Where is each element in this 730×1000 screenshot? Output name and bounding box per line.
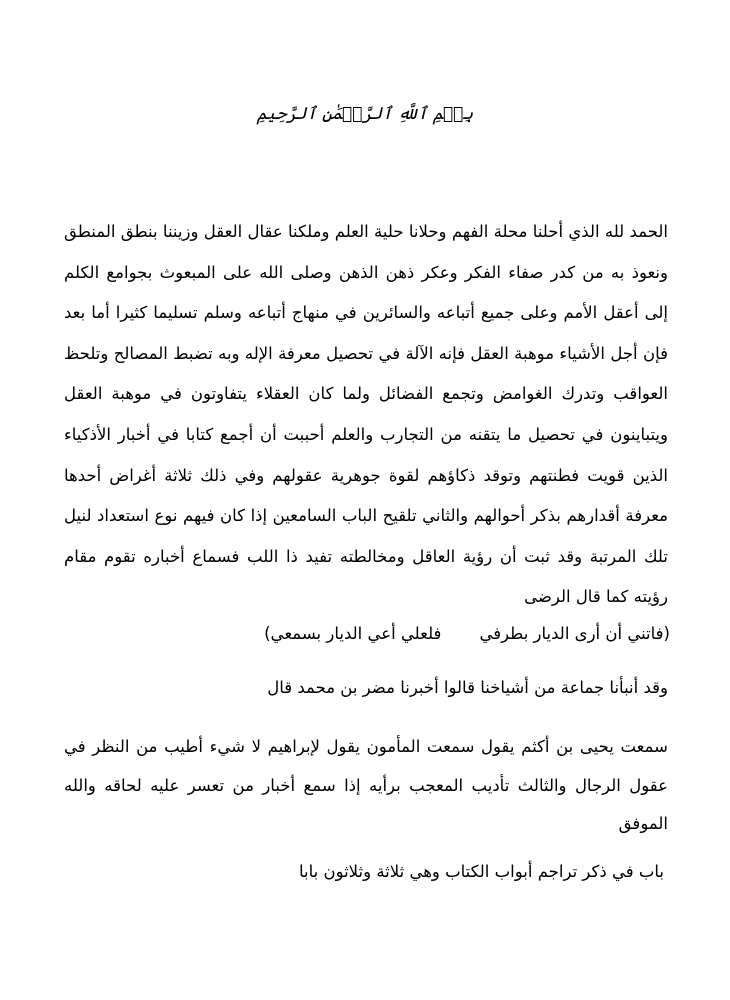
narration-line: وقد أنبأنا جماعة من أشياخنا قالوا أخبرنا مضر بن محمد قال (267, 678, 668, 697)
basmala-heading: بِسۡمِ ٱللَّهِ ٱلرَّحۡمَٰنِ ٱلرَّحِيمِ (256, 104, 474, 124)
verse-first-hemistich: (فاتني أن أرى الديار بطرفي (479, 624, 670, 643)
verse-second-hemistich: فلعلي أعي الديار بسمعي) (264, 624, 442, 643)
quote-paragraph: سمعت يحيى بن أكثم يقول سمعت المأمون يقول لإبراهيم لا شيء أطيب من النظر في عقول الرجال والثالث تأديب المعجب برأيه إذا سمع أخبار من تعسر عليه لحاقه والله الموفق (64, 737, 668, 833)
intro-paragraph: الحمد لله الذي أحلنا محلة الفهم وحلانا حلية العلم وملكنا عقال العقل وزيننا بنطق المنطق ونعوذ به من كدر صفاء الفكر وعكر ذهن الذهن وصلى الله على المبعوث بجوامع الكلم إلى أعقل الأمم وعلى جميع أتباعه والسائرين في منهاج أتباعه وسلم تسليما كثيرا أما بعد فإن أجل الأشياء موهبة العقل فإنه الآلة في تحصيل معرفة الإله وبه تضبط المصالح وتلحظ العواقب وتدرك الغوامض وتجمع الفضائل ولما كان العقلاء يتفاوتون في موهبة العقل ويتباينون في تحصيل ما يتقنه من التجارب والعلم أحببت أن أجمع كتابا في أخبار الأذكياء الذين قويت فطنتهم وتوقد ذكاؤهم لقوة جوهرية عقولهم وفي ذلك ثلاثة أغراض أحدها معرفة أقدارهم بذكر أحوالهم والثاني تلقيح الباب السامعين إذا كان فيهم نوع استعداد لنيل تلك المرتبة وقد ثبت أن رؤية العاقل ومخالطته تفيد ذا اللب فسماع أخباره تقوم مقام رؤيته كما قال الرضى (64, 222, 668, 607)
chapter-heading: باب في ذكر تراجم أبواب الكتاب وهي ثلاثة وثلاثون بابا (298, 862, 664, 881)
poetry-verse (230, 620, 670, 648)
